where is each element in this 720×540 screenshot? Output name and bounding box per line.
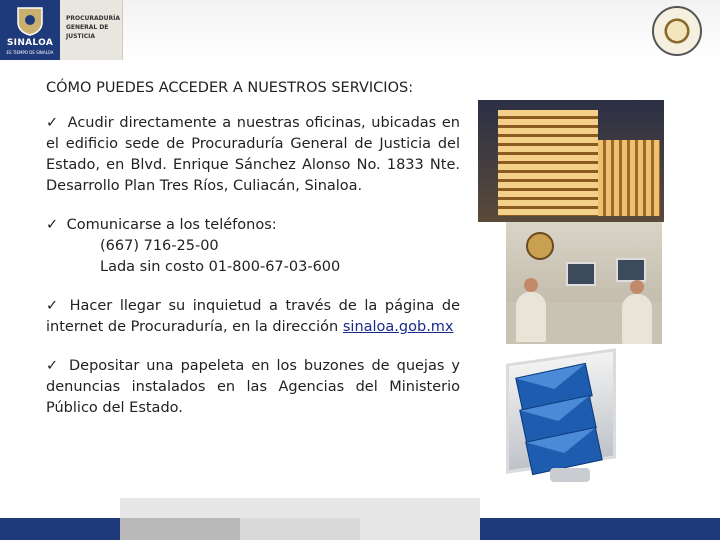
official-seal [644,4,704,56]
item-text: Hacer llegar su inquietud a través de la página de internet de Procuraduría, en la dirección [46,298,461,335]
seal-icon [652,6,702,56]
item-text: Depositar una papeleta en los buzones de quejas y denuncias instalados en las Agencias del Ministerio Público del Estado. [46,358,460,416]
sinaloa-logo [0,0,60,60]
website-link[interactable]: sinaloa.gob.mx [342,319,454,335]
org-line-3: JUSTICIA [66,33,96,40]
service-item-mailbox [46,356,460,419]
check-icon: ✓ [46,217,59,233]
org-name [66,14,122,41]
operator-figure [516,292,546,342]
email-illustration [492,350,642,492]
call-center-photo [506,222,662,344]
operator-head [630,280,644,294]
monitor-stand [550,468,590,482]
logo-name: SINALOA [6,38,54,48]
building-photo [478,100,664,222]
page-title: CÓMO PUEDES ACCEDER A NUESTROS SERVICIOS: [46,80,414,96]
footer-band-blue-left [0,518,120,540]
services-content [46,78,460,437]
operator-head [524,278,538,292]
check-icon: ✓ [46,298,59,314]
wall-seal-icon [526,232,554,260]
item-text: Acudir directamente a nuestras oficinas, ubicadas en el edificio sede de Procuraduría General de Justicia del Estado, en Blvd. Enrique Sánchez Alonso No. 1833 Nte. Desarrollo Plan Tres Ríos, Culiacán, Sinaloa. [46,115,460,194]
check-icon: ✓ [46,115,59,131]
operator-figure [622,294,652,344]
state-emblem-icon [15,4,45,36]
service-item-web [46,296,460,338]
monitor-icon [616,258,646,282]
logo-subtitle: ES TIEMPO DE SINALOA [6,50,54,55]
item-text: Comunicarse a los teléfonos: [66,217,277,233]
footer-band-blue-right [480,518,720,540]
footer-band-dark-gray [120,518,240,540]
service-item-phones [46,215,460,278]
footer-bar [0,498,720,540]
phone-number: (667) 716-25-00 [100,238,219,254]
footer-band-light-gray [240,518,360,540]
org-line-2: GENERAL DE [66,24,109,31]
service-item-offices [46,113,460,197]
check-icon: ✓ [46,358,59,374]
toll-free-number: Lada sin costo 01-800-67-03-600 [100,259,341,275]
building-facade [498,110,598,216]
building-wing [598,140,660,216]
org-line-1: PROCURADURÍA [66,15,121,22]
logo-area [0,0,123,60]
monitor-icon [566,262,596,286]
